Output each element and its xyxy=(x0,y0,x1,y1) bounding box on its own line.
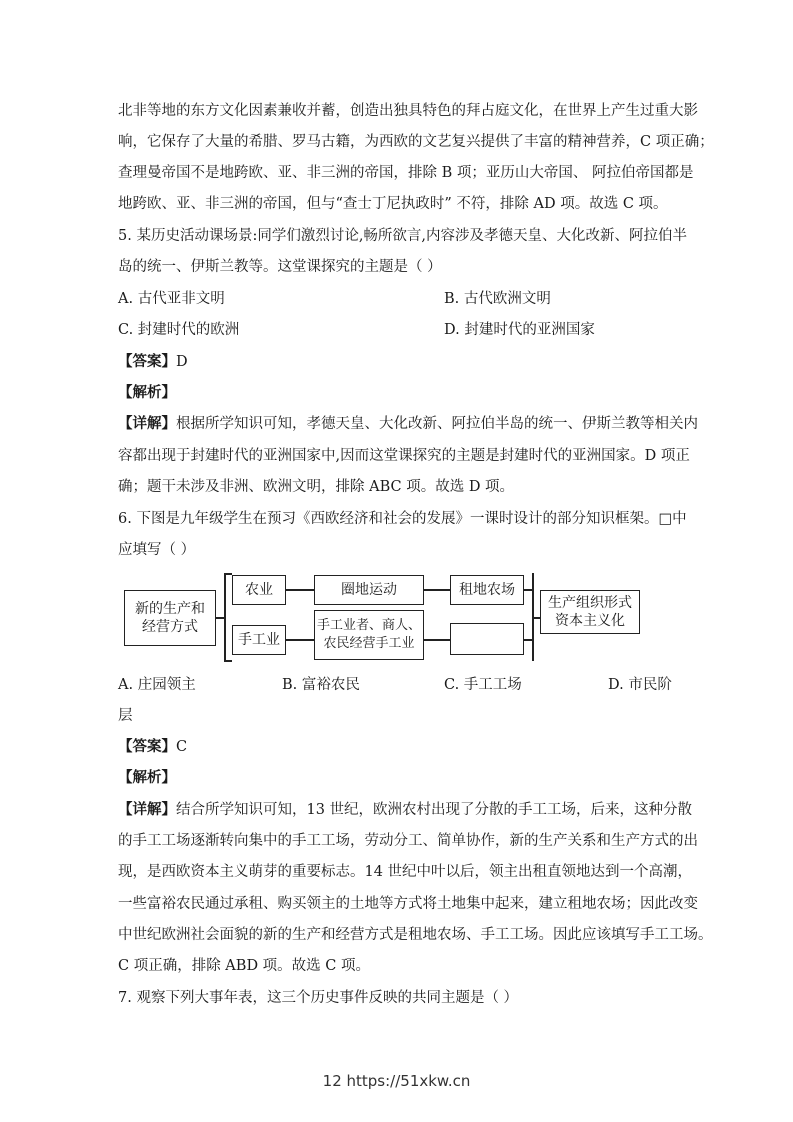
text-line: 北非等地的东方文化因素兼收并蓄，创造出独具特色的拜占庭文化，在世界上产生过重大影 xyxy=(118,103,698,119)
answer-value: D xyxy=(176,354,188,370)
q6-detail-line: 现，是西欧资本主义萌芽的重要标志。14 世纪中叶以后，领主出租直领地达到一个高潮， xyxy=(118,864,693,880)
q6-option-c: C. 手工工场 xyxy=(444,677,522,693)
diagram-box-rent-farm: 租地农场 xyxy=(450,575,524,605)
q6-answer xyxy=(118,737,187,757)
connector-line xyxy=(286,639,314,641)
diagram-box-right: 生产组织形式 资本主义化 xyxy=(540,590,640,634)
q5-option-b: B. 古代欧洲文明 xyxy=(444,291,551,307)
q5-option-c: C. 封建时代的欧洲 xyxy=(118,322,240,338)
q6-analysis-label: 【解析】 xyxy=(118,769,176,786)
q6-option-b: B. 富裕农民 xyxy=(282,677,360,693)
question-5-stem: 岛的统一、伊斯兰教等。这堂课探究的主题是（ ） xyxy=(118,259,442,275)
connector-line xyxy=(216,617,224,619)
question-6-stem: 应填写（ ） xyxy=(118,542,196,558)
answer-label: 【答案】 xyxy=(118,738,176,755)
q5-detail xyxy=(118,414,698,434)
question-5-stem: 5. 某历史活动课场景:同学们激烈讨论,畅所欲言,内容涉及孝德天皇、大化改新、阿拉伯半 xyxy=(118,228,688,244)
connector-line xyxy=(532,617,540,619)
diagram-box-agriculture: 农业 xyxy=(232,575,286,605)
q6-option-d-continuation: 层 xyxy=(118,708,133,724)
q5-detail-line: 确；题干未涉及非洲、欧洲文明，排除 ABC 项。故选 D 项。 xyxy=(118,479,515,495)
answer-label: 【答案】 xyxy=(118,353,176,370)
q6-option-d: D. 市民阶 xyxy=(608,677,672,693)
left-bracket-line xyxy=(224,573,226,661)
answer-value: C xyxy=(176,739,188,755)
text-line: 查理曼帝国不是地跨欧、亚、非三洲的帝国，排除 B 项；亚历山大帝国、 阿拉伯帝国都是 xyxy=(118,165,694,181)
page-footer: 12 https://51xkw.cn xyxy=(322,1072,471,1090)
question-7-stem: 7. 观察下列大事年表，这三个历史事件反映的共同主题是（ ） xyxy=(118,990,519,1006)
diagram-box-left: 新的生产和 经营方式 xyxy=(124,590,216,646)
text-line: 地跨欧、亚、非三洲的帝国，但与“查士丁尼执政时” 不符，排除 AD 项。故选 C 项。 xyxy=(118,196,668,212)
q6-detail-line: 中世纪欧洲社会面貌的新的生产和经营方式是租地农场、手工工场。因此应该填写手工工场。 xyxy=(118,927,713,943)
connector-line xyxy=(286,589,314,591)
diagram-box-handicraft: 手工业 xyxy=(232,625,286,655)
q5-option-a: A. 古代亚非文明 xyxy=(118,291,225,307)
text-line: 响，它保存了大量的希腊、罗马古籍，为西欧的文艺复兴提供了丰富的精神营养，C 项正确； xyxy=(118,134,714,150)
connector-line xyxy=(424,639,450,641)
detail-text: 根据所学知识可知，孝德天皇、大化改新、阿拉伯半岛的统一、伊斯兰教等相关内 xyxy=(176,416,698,432)
connector-line xyxy=(524,589,532,591)
detail-label: 【详解】 xyxy=(118,415,176,432)
detail-label: 【详解】 xyxy=(118,801,176,818)
q5-answer xyxy=(118,352,188,372)
connector-line xyxy=(224,660,232,662)
connector-line xyxy=(224,573,232,575)
q6-detail-line: 一些富裕农民通过承租、购买领主的土地等方式将土地集中起来，建立租地农场；因此改变 xyxy=(118,896,698,912)
q5-detail-line: 容都出现于封建时代的亚洲国家中,因而这堂课探究的主题是封建时代的亚洲国家。D 项正 xyxy=(118,448,690,464)
q5-analysis-label: 【解析】 xyxy=(118,384,176,401)
q6-detail xyxy=(118,800,692,820)
detail-text: 结合所学知识可知，13 世纪，欧洲农村出现了分散的手工工场，后来，这种分散 xyxy=(176,802,693,818)
question-6-stem: 6. 下图是九年级学生在预习《西欧经济和社会的发展》一课时设计的部分知识框架。□中 xyxy=(118,511,687,527)
connector-line xyxy=(424,589,450,591)
connector-line xyxy=(524,639,532,641)
q6-detail-line: C 项正确，排除 ABD 项。故选 C 项。 xyxy=(118,958,370,974)
diagram-box-enclosure: 圈地运动 xyxy=(314,575,424,605)
q6-detail-line: 的手工工场逐渐转向集中的手工工场，劳动分工、简单协作，新的生产关系和生产方式的出 xyxy=(118,833,698,849)
q6-option-a: A. 庄园领主 xyxy=(118,677,196,693)
diagram-box-actors: 手工业者、商人、 农民经营手工业 xyxy=(314,610,424,660)
diagram-box-blank xyxy=(450,623,524,655)
q5-option-d: D. 封建时代的亚洲国家 xyxy=(444,322,595,338)
